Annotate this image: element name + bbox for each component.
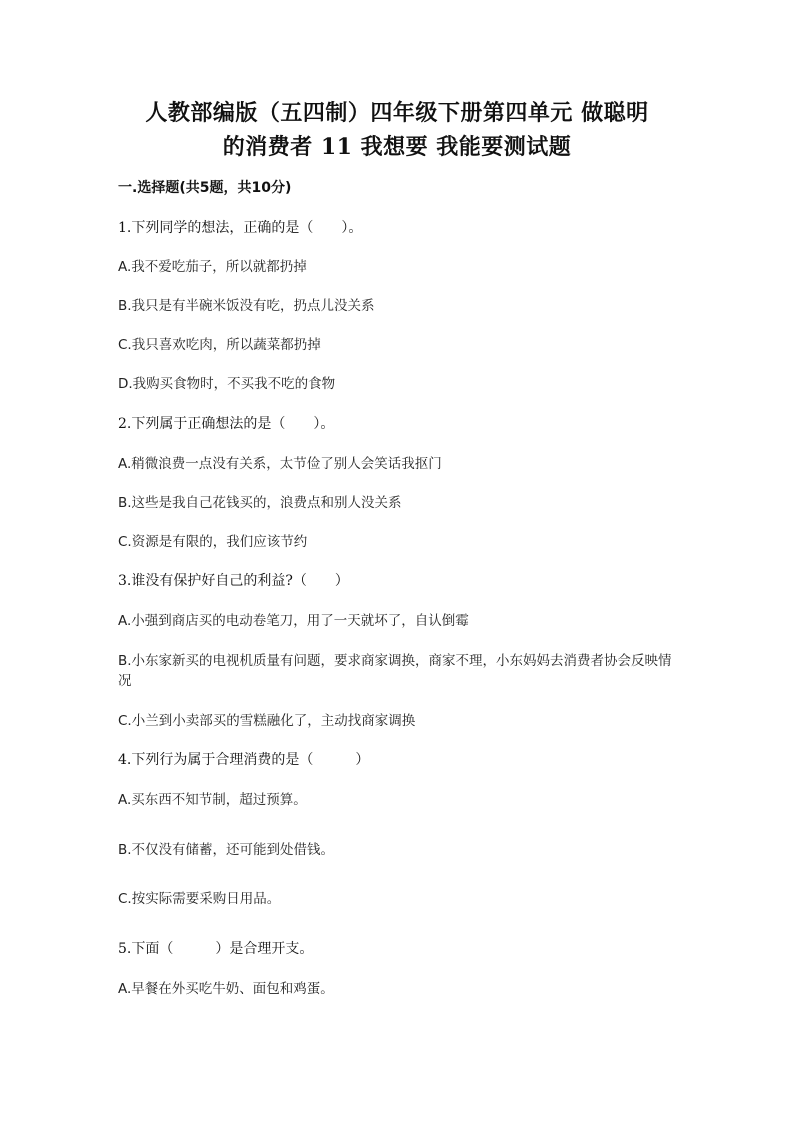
page-title-line-2: 的消费者 11 我想要 我能要测试题: [222, 134, 572, 160]
question-1-option-a: A.我不爱吃茄子，所以就都扔掉: [118, 259, 307, 275]
question-3-option-c: C.小兰到小卖部买的雪糕融化了，主动找商家调换: [118, 713, 416, 729]
question-1-option-d: D.我购买食物时，不买我不吃的食物: [118, 376, 336, 392]
question-2-option-a: A.稍微浪费一点没有关系，太节俭了别人会笑话我抠门: [118, 456, 442, 472]
question-3-stem: 3.谁没有保护好自己的利益?（ ）: [118, 573, 349, 589]
question-1-stem: 1.下列同学的想法，正确的是（ ）。: [118, 220, 363, 236]
question-5-stem: 5.下面（ ）是合理开支。: [118, 941, 314, 957]
question-4-option-c: C.按实际需要采购日用品。: [118, 891, 281, 907]
question-2-option-c: C.资源是有限的，我们应该节约: [118, 534, 308, 550]
question-4-stem: 4.下列行为属于合理消费的是（ ）: [118, 752, 370, 768]
question-3-option-b: B.小东家新买的电视机质量有问题，要求商家调换，商家不理，小东妈妈去消费者协会反映情况: [118, 653, 672, 689]
question-2-stem: 2.下列属于正确想法的是（ ）。: [118, 416, 335, 432]
question-4-option-b: B.不仅没有储蓄，还可能到处借钱。: [118, 842, 335, 858]
section-heading: 一.选择题(共5题，共10分): [118, 180, 292, 196]
question-4-option-a: A.买东西不知节制，超过预算。: [118, 792, 307, 808]
question-2-option-b: B.这些是我自己花钱买的，浪费点和别人没关系: [118, 495, 402, 511]
question-1-option-b: B.我只是有半碗米饭没有吃，扔点儿没关系: [118, 298, 375, 314]
question-1-option-c: C.我只喜欢吃肉，所以蔬菜都扔掉: [118, 337, 321, 353]
question-5-option-a: A.早餐在外买吃牛奶、面包和鸡蛋。: [118, 981, 334, 997]
page-title-line-1: 人教部编版（五四制）四年级下册第四单元 做聪明: [145, 100, 649, 126]
question-3-option-a: A.小强到商店买的电动卷笔刀，用了一天就坏了，自认倒霉: [118, 613, 469, 629]
